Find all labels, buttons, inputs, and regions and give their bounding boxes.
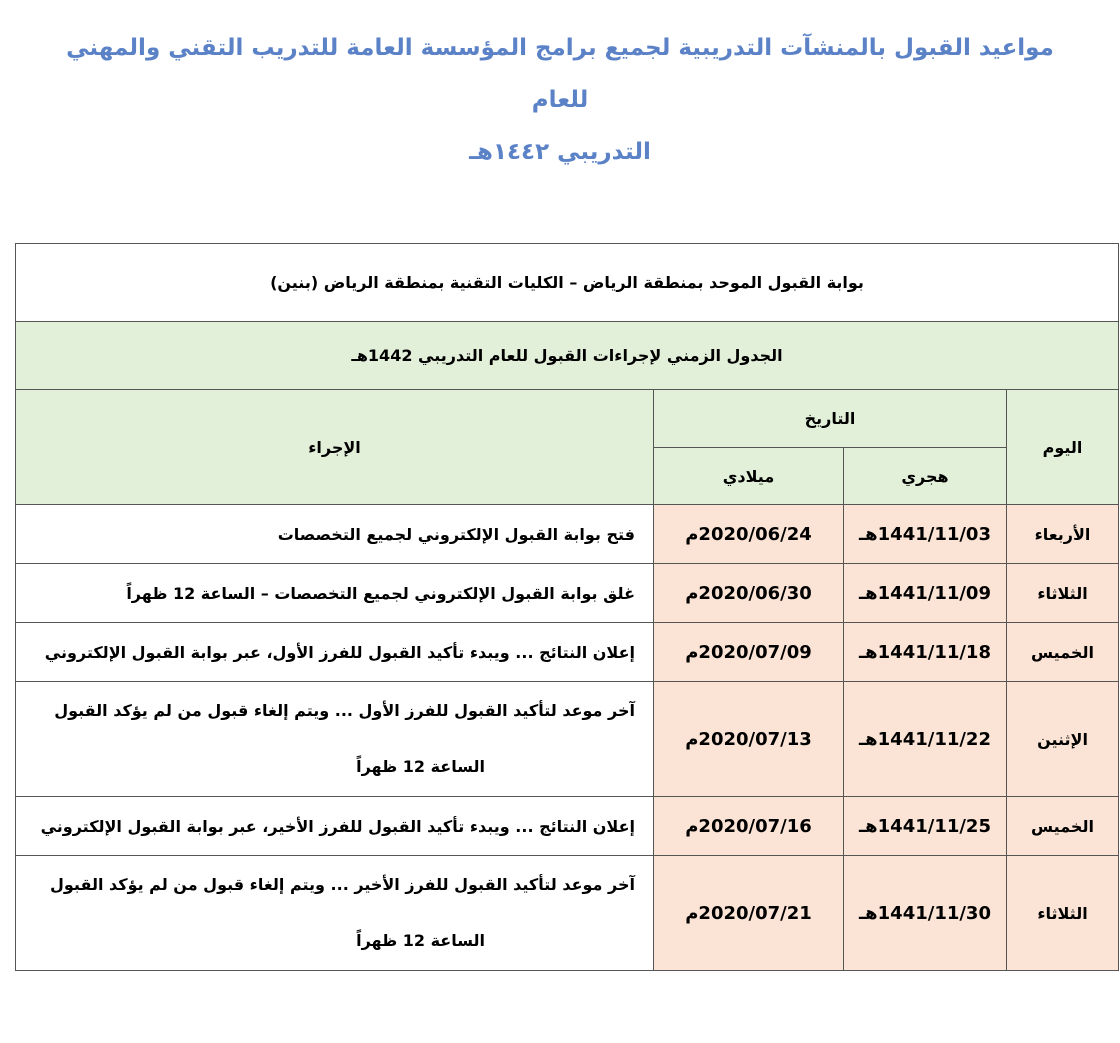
row-gregorian-date: 2020/07/21م: [654, 856, 844, 971]
header-action: الإجراء: [16, 390, 654, 505]
row-hijri-date: 1441/11/18هـ: [844, 623, 1007, 682]
row-gregorian-date: 2020/07/16م: [654, 797, 844, 856]
header-gregorian: ميلادي: [654, 448, 844, 505]
row-hijri-date: 1441/11/25هـ: [844, 797, 1007, 856]
table-row: [16, 797, 1119, 856]
table-row: [16, 564, 1119, 623]
row-action-text: غلق بوابة القبول الإلكتروني لجميع التخصصات – الساعة 12 ظهراً: [126, 583, 635, 603]
row-action: [16, 797, 654, 856]
row-hijri-date: 1441/11/09هـ: [844, 564, 1007, 623]
row-action-time: الساعة 12 ظهراً: [356, 757, 485, 776]
table-row: [16, 505, 1119, 564]
row-action: [16, 564, 654, 623]
row-gregorian-date: 2020/07/13م: [654, 682, 844, 797]
row-action-text: إعلان النتائج ... ويبدء تأكيد القبول للفرز الأول، عبر بوابة القبول الإلكتروني: [44, 642, 635, 662]
row-day: الخميس: [1007, 797, 1119, 856]
portal-heading: بوابة القبول الموحد بمنطقة الرياض – الكليات التقنية بمنطقة الرياض (بنين): [16, 244, 1119, 322]
row-hijri-date: 1441/11/30هـ: [844, 856, 1007, 971]
row-action-text: آخر موعد لتأكيد القبول للفرز الأخير ... ويتم إلغاء قبول من لم يؤكد القبول: [50, 875, 635, 894]
row-day: الأربعاء: [1007, 505, 1119, 564]
admission-schedule-table: [15, 243, 1119, 971]
timeline-heading-row: [16, 322, 1119, 390]
row-day: الخميس: [1007, 623, 1119, 682]
table-row: [16, 623, 1119, 682]
row-action-text: إعلان النتائج ... ويبدء تأكيد القبول للفرز الأخير، عبر بوابة القبول الإلكتروني: [40, 816, 635, 836]
row-action: [16, 623, 654, 682]
row-hijri-date: 1441/11/22هـ: [844, 682, 1007, 797]
row-action-time: الساعة 12 ظهراً: [356, 931, 485, 950]
timeline-heading: الجدول الزمني لإجراءات القبول للعام التدريبي 1442هـ: [16, 322, 1119, 390]
header-date: التاريخ: [654, 390, 1007, 448]
row-day: الثلاثاء: [1007, 564, 1119, 623]
table-row: [16, 856, 1119, 971]
row-action-text: آخر موعد لتأكيد القبول للفرز الأول ... ويتم إلغاء قبول من لم يؤكد القبول: [54, 701, 635, 720]
row-day: الثلاثاء: [1007, 856, 1119, 971]
document-title: [60, 22, 1060, 178]
row-gregorian-date: 2020/06/24م: [654, 505, 844, 564]
table-row: [16, 682, 1119, 797]
row-action: [16, 505, 654, 564]
row-gregorian-date: 2020/07/09م: [654, 623, 844, 682]
row-action-text: فتح بوابة القبول الإلكتروني لجميع التخصصات: [277, 524, 635, 544]
row-action: [16, 682, 654, 797]
header-hijri: هجري: [844, 448, 1007, 505]
row-day: الإثنين: [1007, 682, 1119, 797]
row-hijri-date: 1441/11/03هـ: [844, 505, 1007, 564]
row-gregorian-date: 2020/06/30م: [654, 564, 844, 623]
document-title-line2: التدريبي ١٤٤٢هـ: [469, 139, 651, 165]
row-action: [16, 856, 654, 971]
portal-heading-row: [16, 244, 1119, 322]
header-row-1: [16, 390, 1119, 448]
header-day: اليوم: [1007, 390, 1119, 505]
document-title-line1: مواعيد القبول بالمنشآت التدريبية لجميع برامج المؤسسة العامة للتدريب التقني والمهني للعام: [66, 35, 1054, 113]
